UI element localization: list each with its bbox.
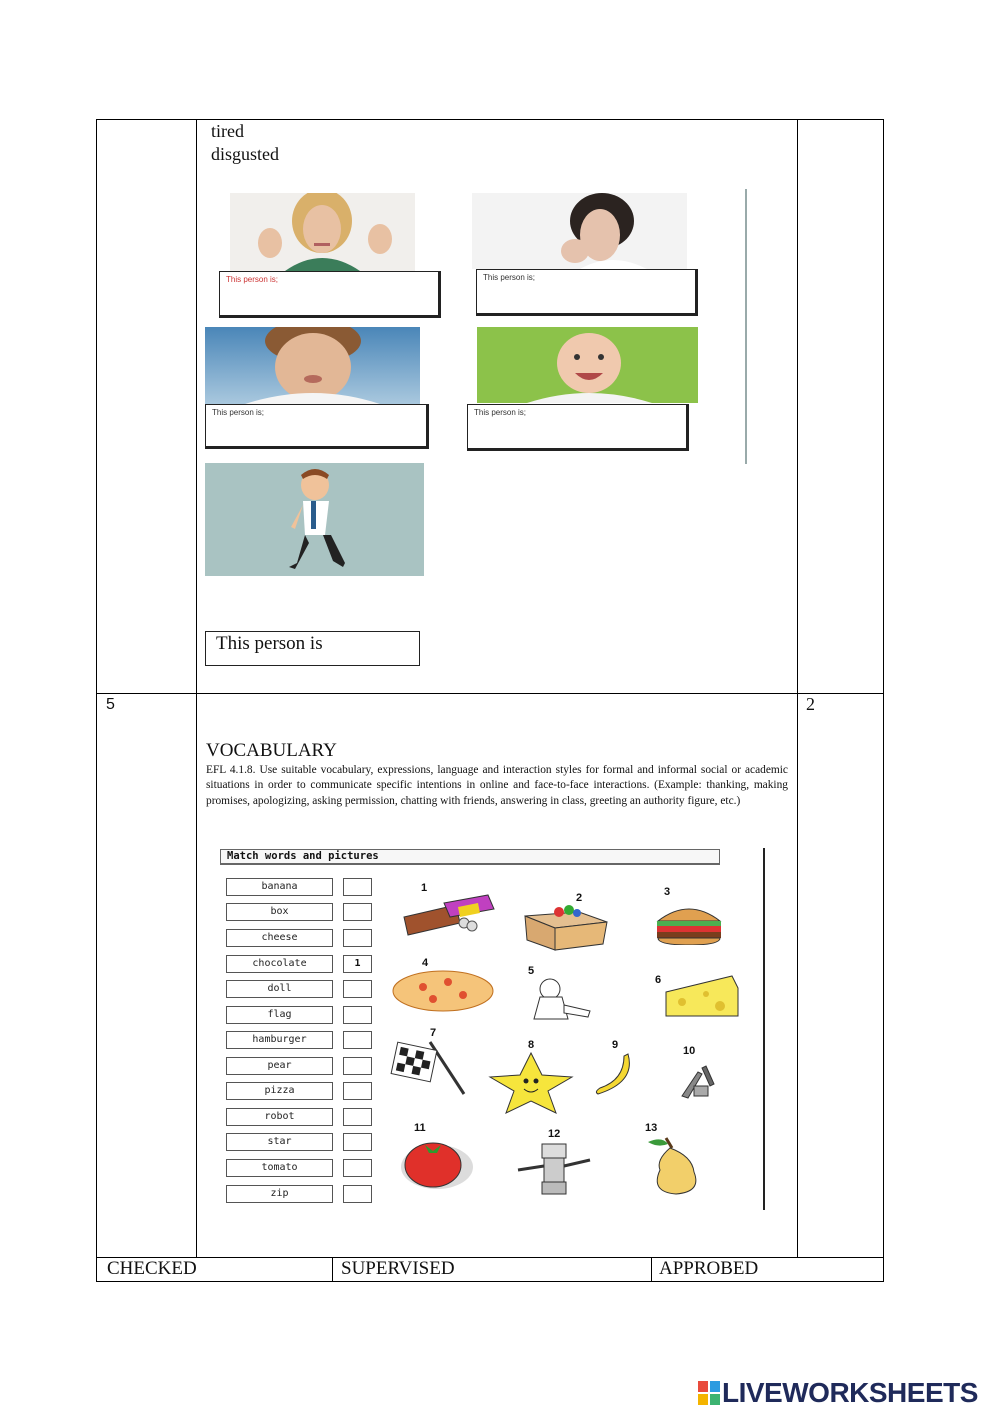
picture-number: 5 <box>528 965 535 977</box>
word-robot: robot <box>226 1108 333 1126</box>
section-heading: VOCABULARY <box>206 740 337 761</box>
word-pear: pear <box>226 1057 333 1075</box>
answer-box-label: This person is <box>216 633 323 654</box>
answer-input-zip[interactable] <box>343 1185 372 1203</box>
word-zip: zip <box>226 1185 333 1203</box>
pizza-picture <box>388 967 498 1017</box>
liveworksheets-logo[interactable] <box>698 1378 994 1408</box>
answer-input-star[interactable] <box>343 1133 372 1151</box>
caption-box-4[interactable] <box>467 404 689 451</box>
emotion-word-tired: tired <box>211 121 244 141</box>
caption-text: This person is; <box>226 275 279 284</box>
picture-number: 1 <box>421 882 428 894</box>
picture-number: 3 <box>664 886 671 898</box>
flag-picture <box>390 1038 470 1096</box>
answer-box-tired[interactable] <box>205 631 420 666</box>
hamburger-picture <box>654 903 724 945</box>
word-chocolate: chocolate <box>226 955 333 973</box>
answer-input-cheese[interactable] <box>343 929 372 947</box>
word-banana: banana <box>226 878 333 896</box>
word-hamburger: hamburger <box>226 1031 333 1049</box>
section-description: EFL 4.1.8. Use suitable vocabulary, expressions, language and interaction styles for formal and informal social or academic situations in order to communicate specific intentions in online and face-to-face interactions. (Example: thanking, making promises, apologizing, asking permission, chatting with friends, answering in class, greeting an authority figure, etc.) <box>206 764 788 807</box>
picture-number: 6 <box>655 974 662 986</box>
box-picture <box>515 902 615 952</box>
photo-bored-woman <box>472 193 687 269</box>
picture-number: 13 <box>645 1122 658 1134</box>
logo-icon <box>698 1381 720 1405</box>
answer-input-hamburger[interactable] <box>343 1031 372 1049</box>
word-tomato: tomato <box>226 1159 333 1177</box>
zip-picture <box>676 1060 724 1102</box>
caption-box-1[interactable] <box>219 271 441 318</box>
picture-number: 2 <box>576 892 583 904</box>
picture-number: 7 <box>430 1027 437 1039</box>
picture-number: 12 <box>548 1128 561 1140</box>
star-picture <box>486 1051 576 1115</box>
doll-picture <box>524 975 599 1023</box>
footer-supervised: SUPERVISED <box>341 1258 455 1279</box>
item-number: 5 <box>106 696 115 713</box>
caption-box-3[interactable] <box>205 404 429 449</box>
picture-number: 11 <box>414 1122 426 1134</box>
answer-input-tomato[interactable] <box>343 1159 372 1177</box>
answer-input-box[interactable] <box>343 903 372 921</box>
answer-input-chocolate[interactable]: 1 <box>343 955 372 973</box>
cheese-picture <box>662 972 742 1022</box>
word-cheese: cheese <box>226 929 333 947</box>
robot-picture <box>512 1140 596 1196</box>
word-flag: flag <box>226 1006 333 1024</box>
word-box: box <box>226 903 333 921</box>
banana-picture <box>592 1052 636 1098</box>
caption-text: This person is; <box>483 273 536 282</box>
answer-input-pear[interactable] <box>343 1057 372 1075</box>
tomato-picture <box>399 1135 479 1191</box>
word-doll: doll <box>226 980 333 998</box>
photo-frustrated-woman <box>230 193 415 271</box>
photo-happy-baby <box>477 327 698 403</box>
activity-title-bar <box>220 849 720 865</box>
caption-text: This person is; <box>212 408 265 417</box>
logo-text: LIVEWORKSHEETS <box>722 1377 978 1408</box>
word-pizza: pizza <box>226 1082 333 1100</box>
picture-number: 9 <box>612 1039 619 1051</box>
illustration-tired-man <box>205 463 424 576</box>
word-star: star <box>226 1133 333 1151</box>
answer-input-pizza[interactable] <box>343 1082 372 1100</box>
photo-sad-boy <box>205 327 420 404</box>
item-points: 2 <box>806 694 815 714</box>
answer-input-flag[interactable] <box>343 1006 372 1024</box>
chocolate-picture <box>398 893 498 938</box>
activity-title: Match words and pictures <box>227 850 379 862</box>
caption-text: This person is; <box>474 408 527 417</box>
footer-approved: APPROBED <box>659 1258 759 1279</box>
footer-checked: CHECKED <box>107 1258 197 1279</box>
picture-number: 4 <box>422 957 429 969</box>
answer-input-doll[interactable] <box>343 980 372 998</box>
answer-input-banana[interactable] <box>343 878 372 896</box>
pear-picture <box>636 1134 712 1196</box>
answer-input-robot[interactable] <box>343 1108 372 1126</box>
picture-number: 10 <box>683 1045 696 1057</box>
emotion-word-disgusted: disgusted <box>211 144 280 164</box>
picture-number: 8 <box>528 1039 535 1051</box>
caption-box-2[interactable] <box>476 269 698 316</box>
